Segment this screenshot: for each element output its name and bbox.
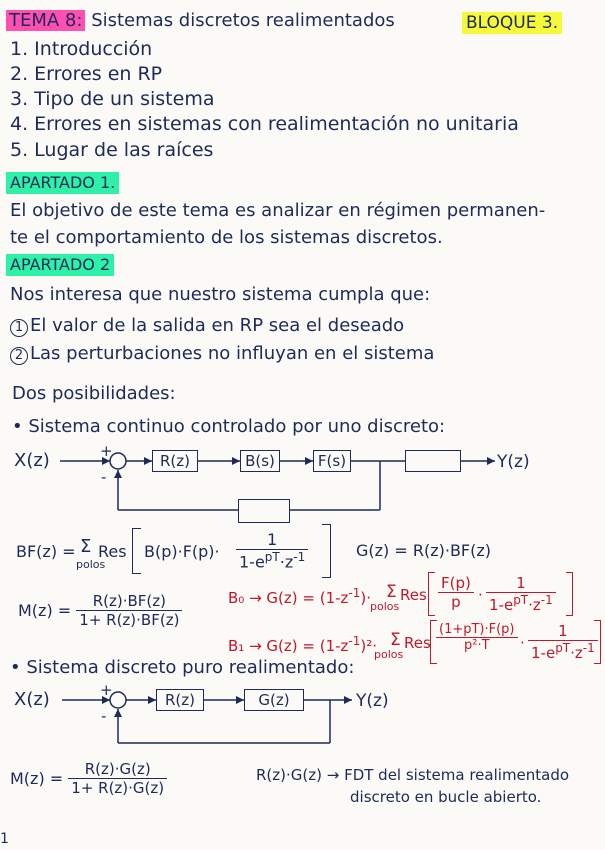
b0-one: 1 [486, 574, 556, 593]
m2-lhs: M(z) = [10, 769, 64, 788]
diagram-1-output: Y(z) [497, 452, 530, 472]
b0-mid: )· [360, 589, 371, 607]
page-number: 1 [0, 831, 9, 847]
fdt-note-line-1: R(z)·G(z) → FDT del sistema realimentado [256, 766, 570, 784]
b0-lhs: B₀ → G(z) = (1-z [228, 589, 349, 607]
block-r-z: R(z) [152, 450, 198, 472]
number-circle: 2 [10, 347, 28, 365]
den-exp: pT [264, 550, 280, 564]
apartado-2-intro: Nos interesa que nuestro sistema cumpla que: [10, 284, 431, 305]
diagram-2-input: X(z) [14, 689, 50, 710]
bf-frac-num: 1 [236, 530, 308, 550]
g-equation: G(z) = R(z)·BF(z) [356, 541, 492, 560]
b1-f-den: p²·T [463, 638, 490, 653]
case-1-heading: • Sistema continuo controlado por uno discreto: [12, 416, 446, 437]
b1-lhs: B₁ → G(z) = (1-z [228, 637, 349, 655]
den-exp-2: -1 [293, 550, 306, 564]
b1-den-base: 1-e [531, 644, 556, 662]
polos-label: polos [76, 558, 106, 571]
b0-polos: polos [370, 600, 400, 613]
bf-lhs: BF(z) = [16, 542, 76, 561]
b1-polos: polos [374, 648, 404, 661]
b1-one: 1 [528, 622, 598, 641]
b1-exp: -1 [348, 634, 361, 648]
b1-den-exp: pT [555, 641, 571, 655]
m1-den: 1+ R(z)·BF(z) [79, 611, 180, 629]
bloque-label: BLOQUE 3. [462, 12, 562, 34]
m1-lhs: M(z) = [18, 601, 72, 620]
b0-exp: -1 [348, 586, 361, 600]
b0-f-num: F(p) [438, 574, 474, 593]
den-base: 1-e [239, 552, 265, 572]
requirement-1-text: El valor de la salida en RP sea el deseado [30, 315, 405, 336]
block-r-z-2: R(z) [156, 689, 204, 711]
index-item-4: 4. Errores en sistemas con realimentación no unitaria [10, 113, 519, 135]
diagram-2-output: Y(z) [356, 691, 389, 711]
index-item-3: 3. Tipo de un sistema [10, 88, 215, 110]
case-2-heading: • Sistema discreto puro realimentado: [10, 657, 355, 678]
sum2-plus-sign: + [100, 681, 113, 699]
b0-f-den: p [451, 593, 461, 611]
den-tail: ·z [279, 552, 294, 572]
apartado-2-label: APARTADO 2 [6, 254, 114, 276]
b0-den-tail: ·z [528, 596, 541, 614]
tema-title: Sistemas discretos realimentados [91, 10, 395, 31]
index-item-5: 5. Lugar de las raíces [10, 139, 214, 161]
index-item-1: 1. Introducción [10, 38, 153, 60]
b0-dot: · [478, 586, 483, 604]
sum-minus-sign: - [101, 468, 107, 486]
fdt-note-line-2: discreto en bucle abierto. [350, 788, 542, 806]
apartado-1-line-2: te el comportamiento de los sistemas discretos. [10, 227, 443, 248]
number-circle: 1 [10, 319, 28, 337]
b1-res: Res [404, 634, 431, 652]
index-item-2: 2. Errores en RP [10, 63, 163, 85]
apartado-1-label: APARTADO 1. [6, 172, 119, 194]
block-g-z: G(z) [244, 689, 304, 711]
tema-tag: TEMA 8: [6, 10, 85, 31]
sum-plus-sign: + [100, 442, 113, 460]
apartado-1-line-1: El objetivo de este tema es analizar en régimen permanen- [10, 200, 546, 221]
block-f-s: F(s) [313, 450, 351, 472]
b0-den-exp-2: -1 [540, 593, 553, 607]
diagram-1-input: X(z) [14, 450, 50, 471]
b1-den-tail: ·z [570, 644, 583, 662]
m-formula-2 [10, 760, 167, 797]
posibilidades-heading: Dos posibilidades: [12, 383, 176, 404]
b1-den-exp-2: -1 [582, 641, 595, 655]
sum2-minus-sign: - [101, 707, 107, 725]
b1-dot: · [520, 634, 525, 652]
b1-sum: Σ [390, 630, 401, 650]
b1-mid: )²· [360, 637, 378, 655]
sum-symbol: Σ [80, 536, 92, 557]
b0-den-exp: pT [513, 593, 529, 607]
b0-res: Res [400, 586, 427, 604]
m2-num: R(z)·G(z) [68, 760, 167, 779]
block-b-s: B(s) [240, 450, 280, 472]
m2-fraction [68, 760, 167, 797]
b0-sum: Σ [386, 582, 397, 602]
bf-inner: B(p)·F(p)· [144, 542, 220, 561]
b0-den-base: 1-e [489, 596, 514, 614]
requirement-2-text: Las perturbaciones no influyan en el sistema [30, 343, 435, 364]
b1-f-num: (1+pT)·F(p) [436, 622, 518, 638]
m1-num: R(z)·BF(z) [76, 592, 182, 611]
m2-den: 1+ R(z)·G(z) [71, 779, 165, 797]
res-label: Res [98, 542, 127, 561]
